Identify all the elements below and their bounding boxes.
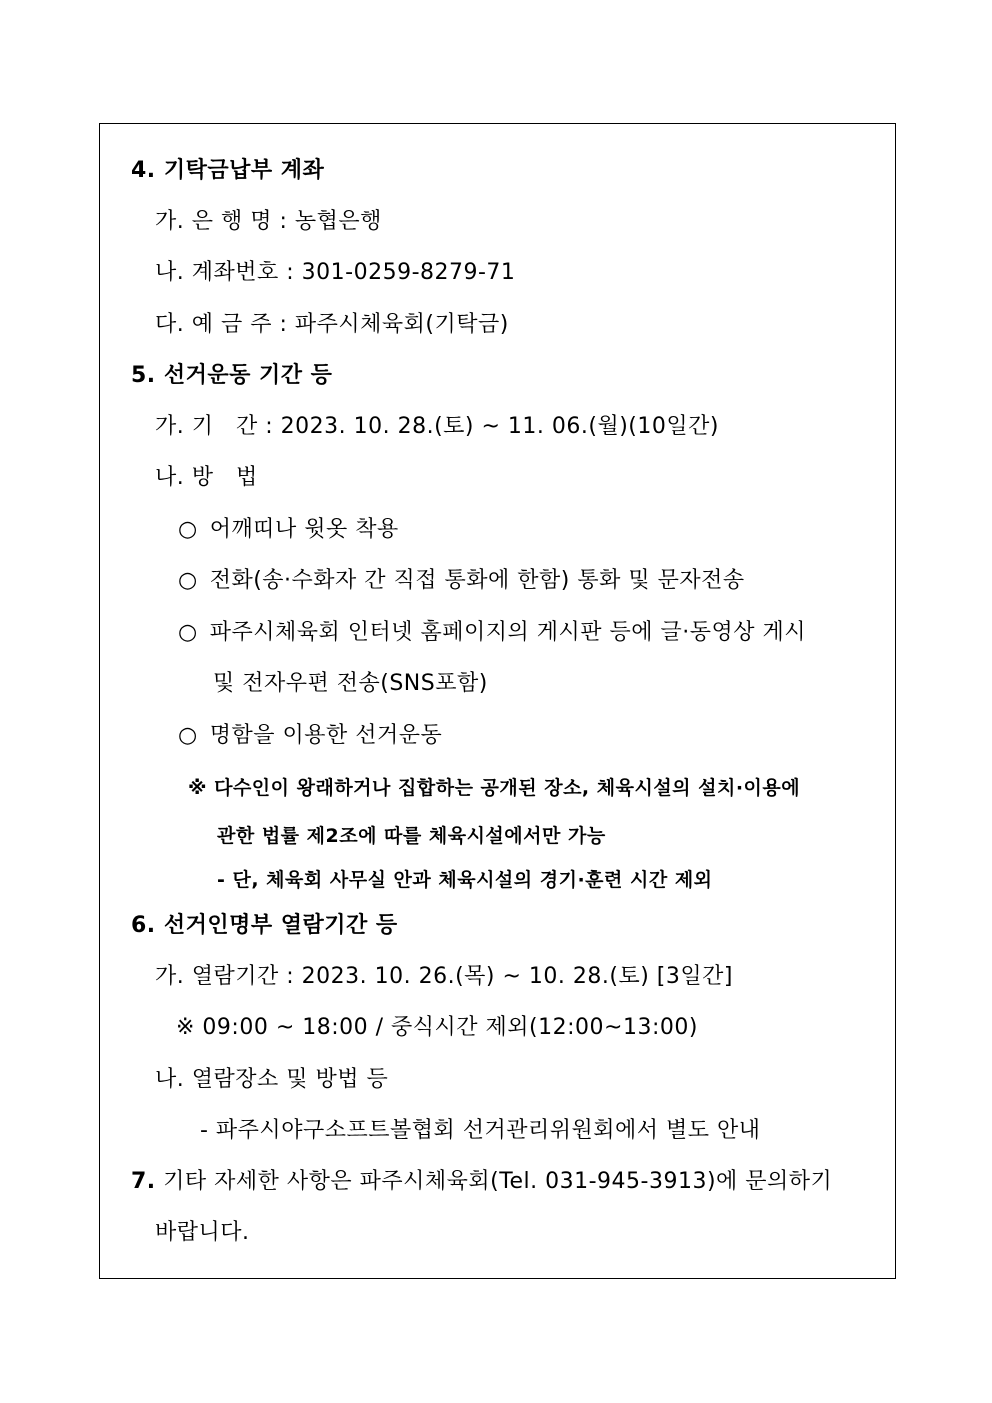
account-holder: 다. 예 금 주 : 파주시체육회(기탁금) bbox=[155, 312, 509, 337]
method-item-continuation: 및 전자우편 전송(SNS포함) bbox=[213, 671, 488, 696]
method-item-text: 명함을 이용한 선거운동 bbox=[209, 723, 443, 748]
bank-name: 가. 은 행 명 : 농협은행 bbox=[155, 209, 382, 234]
method-item-text: 어깨띠나 윗옷 착용 bbox=[209, 517, 399, 542]
circle-bullet-icon: ○ bbox=[178, 568, 198, 593]
notice-box bbox=[99, 123, 896, 1279]
method-item-text: 전화(송·수화자 간 직접 통화에 한함) 통화 및 문자전송 bbox=[209, 568, 745, 593]
circle-bullet-icon: ○ bbox=[178, 723, 198, 748]
section-7-number: 7. bbox=[131, 1169, 156, 1194]
section-6-heading: 6. 선거인명부 열람기간 등 bbox=[131, 913, 398, 938]
section-7-text: 기타 자세한 사항은 파주시체육회(Tel. 031-945-3913)에 문의하기 bbox=[163, 1169, 833, 1194]
inspection-place-label: 나. 열람장소 및 방법 등 bbox=[155, 1067, 389, 1092]
inspection-period: 가. 열람기간 : 2023. 10. 26.(목) ~ 10. 28.(토) [3일간] bbox=[155, 964, 733, 989]
account-number: 나. 계좌번호 : 301-0259-8279-71 bbox=[155, 260, 516, 285]
section-4-heading: 4. 기탁금납부 계좌 bbox=[131, 158, 325, 183]
method-item-text: 파주시체육회 인터넷 홈페이지의 게시판 등에 글·동영상 게시 bbox=[209, 620, 806, 645]
inspection-hours-note: ※ 09:00 ~ 18:00 / 중식시간 제외(12:00~13:00) bbox=[176, 1015, 698, 1040]
method-item bbox=[178, 516, 399, 544]
section-7-continuation: 바랍니다. bbox=[155, 1220, 250, 1245]
method-item bbox=[178, 567, 745, 595]
venue-note-line2: 관한 법률 제2조에 따를 체육시설에서만 가능 bbox=[217, 825, 606, 847]
method-item bbox=[178, 619, 806, 647]
circle-bullet-icon: ○ bbox=[178, 517, 198, 542]
section-5-heading: 5. 선거운동 기간 등 bbox=[131, 363, 333, 388]
venue-note-line3: - 단, 체육회 사무실 안과 체육시설의 경기·훈련 시간 제외 bbox=[217, 869, 713, 891]
inspection-place-detail: - 파주시야구소프트볼협회 선거관리위원회에서 별도 안내 bbox=[200, 1118, 761, 1143]
circle-bullet-icon: ○ bbox=[178, 620, 198, 645]
section-7-line bbox=[131, 1168, 832, 1196]
campaign-method-label: 나. 방 법 bbox=[155, 465, 258, 490]
method-item bbox=[178, 722, 442, 750]
venue-note-line1: ※ 다수인이 왕래하거나 집합하는 공개된 장소, 체육시설의 설치·이용에 bbox=[188, 777, 801, 799]
campaign-period: 가. 기 간 : 2023. 10. 28.(토) ~ 11. 06.(월)(10일간) bbox=[155, 414, 719, 439]
